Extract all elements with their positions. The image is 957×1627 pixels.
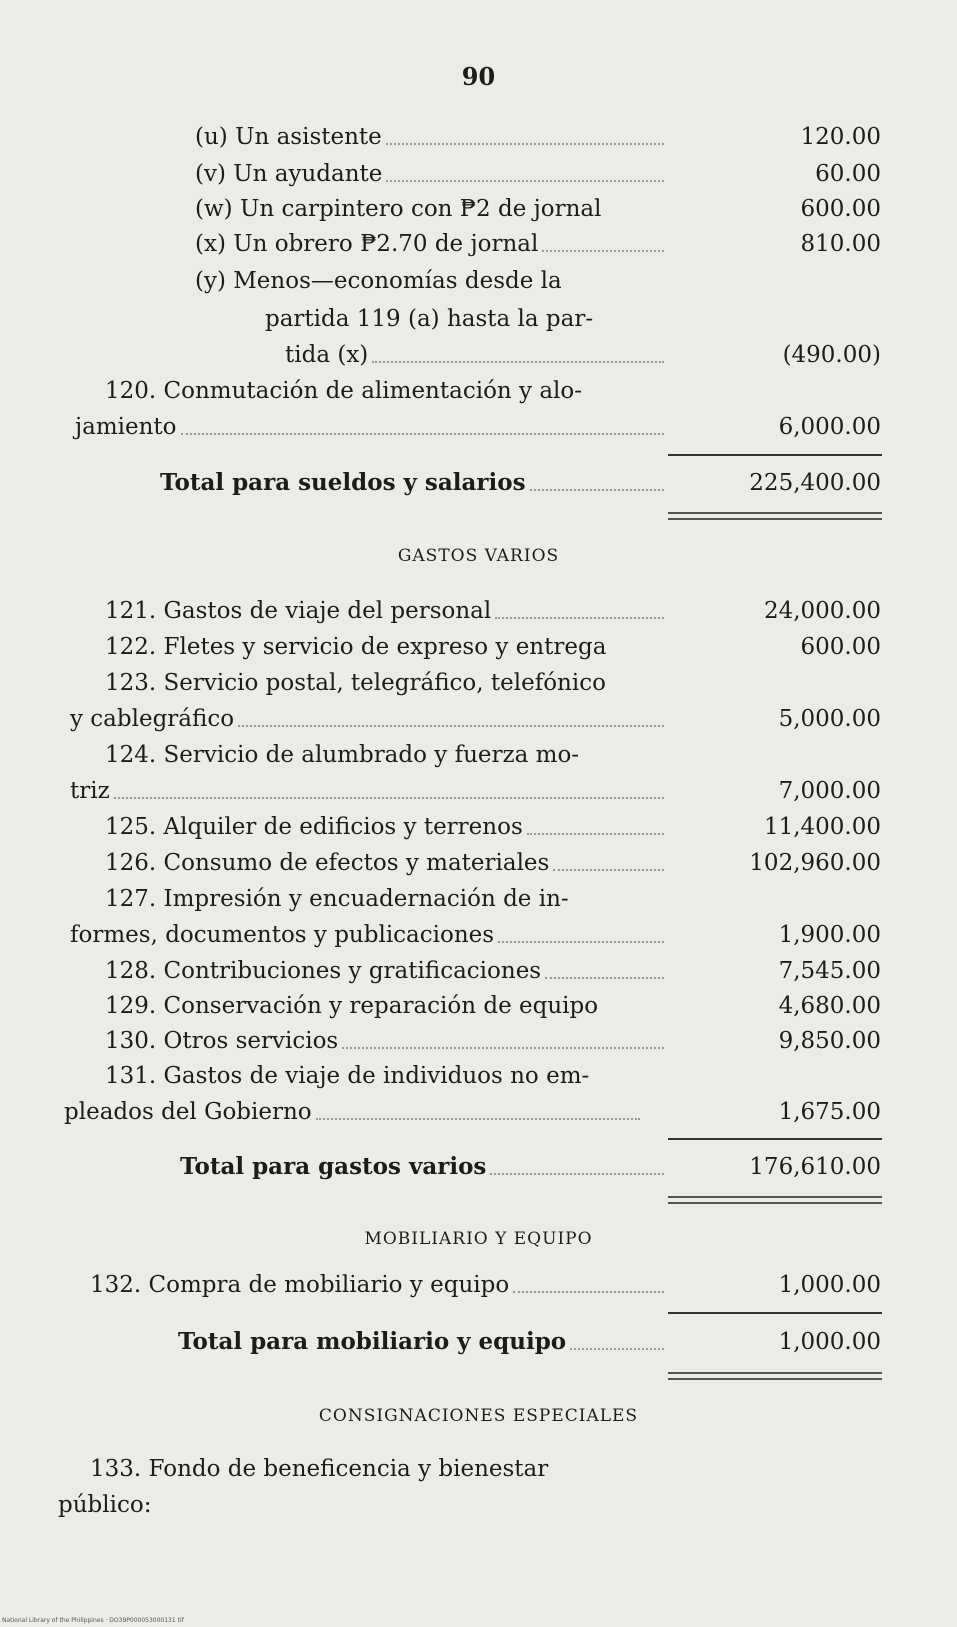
item-label: (v) Un ayudante (195, 161, 383, 187)
item-amount: 11,400.00 (763, 814, 881, 840)
item-amount: 1,675.00 (778, 1099, 881, 1125)
item-amount: 7,000.00 (778, 778, 881, 804)
item-amount: 9,850.00 (778, 1028, 881, 1054)
line-item (105, 596, 668, 626)
item-label: 131. Gastos de viaje de individuos no em- (105, 1063, 590, 1089)
section-heading: GASTOS VARIOS (397, 546, 560, 566)
item-label: formes, documentos y publicaciones (70, 922, 495, 948)
scan-footer: National Library of the Philippines · DO39P000053000131 tif (2, 1617, 184, 1624)
item-label: 132. Compra de mobiliario y equipo (90, 1272, 510, 1298)
item-label: tida (x) (285, 342, 369, 368)
total-row (160, 468, 668, 498)
item-amount: 60.00 (815, 161, 881, 187)
line-item (195, 229, 668, 259)
total-label: Total para gastos varios (180, 1153, 487, 1180)
item-label: (y) Menos—economías desde la (195, 268, 562, 294)
line-item (195, 122, 668, 152)
line-item (70, 920, 668, 950)
item-amount: 24,000.00 (763, 598, 881, 624)
line-item (70, 776, 668, 806)
item-label: (u) Un asistente (195, 124, 382, 150)
item-label: 125. Alquiler de edificios y terrenos (105, 814, 523, 840)
item-label: 120. Conmutación de alimentación y alo- (105, 378, 583, 404)
item-label: 122. Fletes y servicio de expreso y entrega (105, 634, 607, 660)
subtotal-rule (668, 1138, 882, 1140)
line-item (64, 1097, 644, 1127)
item-label: 124. Servicio de alumbrado y fuerza mo- (105, 742, 580, 768)
item-amount: 1,000.00 (778, 1272, 881, 1298)
total-label: Total para mobiliario y equipo (178, 1328, 567, 1355)
item-amount: 600.00 (800, 196, 881, 222)
line-item (105, 1026, 668, 1056)
item-label: 123. Servicio postal, telegráfico, telefónico (105, 670, 606, 696)
item-label: (w) Un carpintero con ₱2 de jornal (195, 196, 602, 222)
item-label: 130. Otros servicios (105, 1028, 339, 1054)
total-amount: 225,400.00 (749, 470, 881, 496)
total-amount: 1,000.00 (778, 1329, 881, 1355)
item-amount: (490.00) (782, 342, 881, 368)
line-item (75, 412, 668, 442)
item-label: público: (58, 1492, 152, 1518)
item-label: jamiento (75, 414, 177, 440)
item-label: 121. Gastos de viaje del personal (105, 598, 492, 624)
item-label: triz (70, 778, 110, 804)
subtotal-rule (668, 1312, 882, 1314)
line-item (70, 704, 668, 734)
line-item (195, 159, 668, 189)
item-amount: 810.00 (800, 231, 881, 257)
total-label: Total para sueldos y salarios (160, 469, 526, 496)
total-double-rule (668, 1196, 882, 1204)
item-label: partida 119 (a) hasta la par- (265, 306, 594, 332)
subtotal-rule (668, 454, 882, 456)
line-item (105, 848, 668, 878)
total-double-rule (668, 512, 882, 520)
page-number: 90 (461, 62, 496, 91)
item-label: 133. Fondo de beneficencia y bienestar (90, 1456, 549, 1482)
line-item (105, 956, 668, 986)
item-amount: 6,000.00 (778, 414, 881, 440)
item-amount: 7,545.00 (778, 958, 881, 984)
total-amount: 176,610.00 (749, 1154, 881, 1180)
item-amount: 4,680.00 (778, 993, 881, 1019)
item-label: 129. Conservación y reparación de equipo (105, 993, 599, 1019)
item-label: (x) Un obrero ₱2.70 de jornal (195, 231, 539, 257)
item-amount: 5,000.00 (778, 706, 881, 732)
section-heading: CONSIGNACIONES ESPECIALES (318, 1406, 639, 1426)
line-item (105, 812, 668, 842)
item-label: 127. Impresión y encuadernación de in- (105, 886, 569, 912)
section-heading: MOBILIARIO Y EQUIPO (364, 1229, 593, 1249)
item-amount: 102,960.00 (749, 850, 881, 876)
total-double-rule (668, 1372, 882, 1380)
item-label: y cablegráfico (70, 706, 235, 732)
item-label: 128. Contribuciones y gratificaciones (105, 958, 542, 984)
item-amount: 600.00 (800, 634, 881, 660)
item-label: pleados del Gobierno (64, 1099, 312, 1125)
line-item (90, 1270, 668, 1300)
total-row (180, 1152, 668, 1182)
item-amount: 120.00 (800, 124, 881, 150)
item-amount: 1,900.00 (778, 922, 881, 948)
item-label: 126. Consumo de efectos y materiales (105, 850, 550, 876)
total-row (178, 1327, 668, 1357)
line-item (285, 340, 668, 370)
